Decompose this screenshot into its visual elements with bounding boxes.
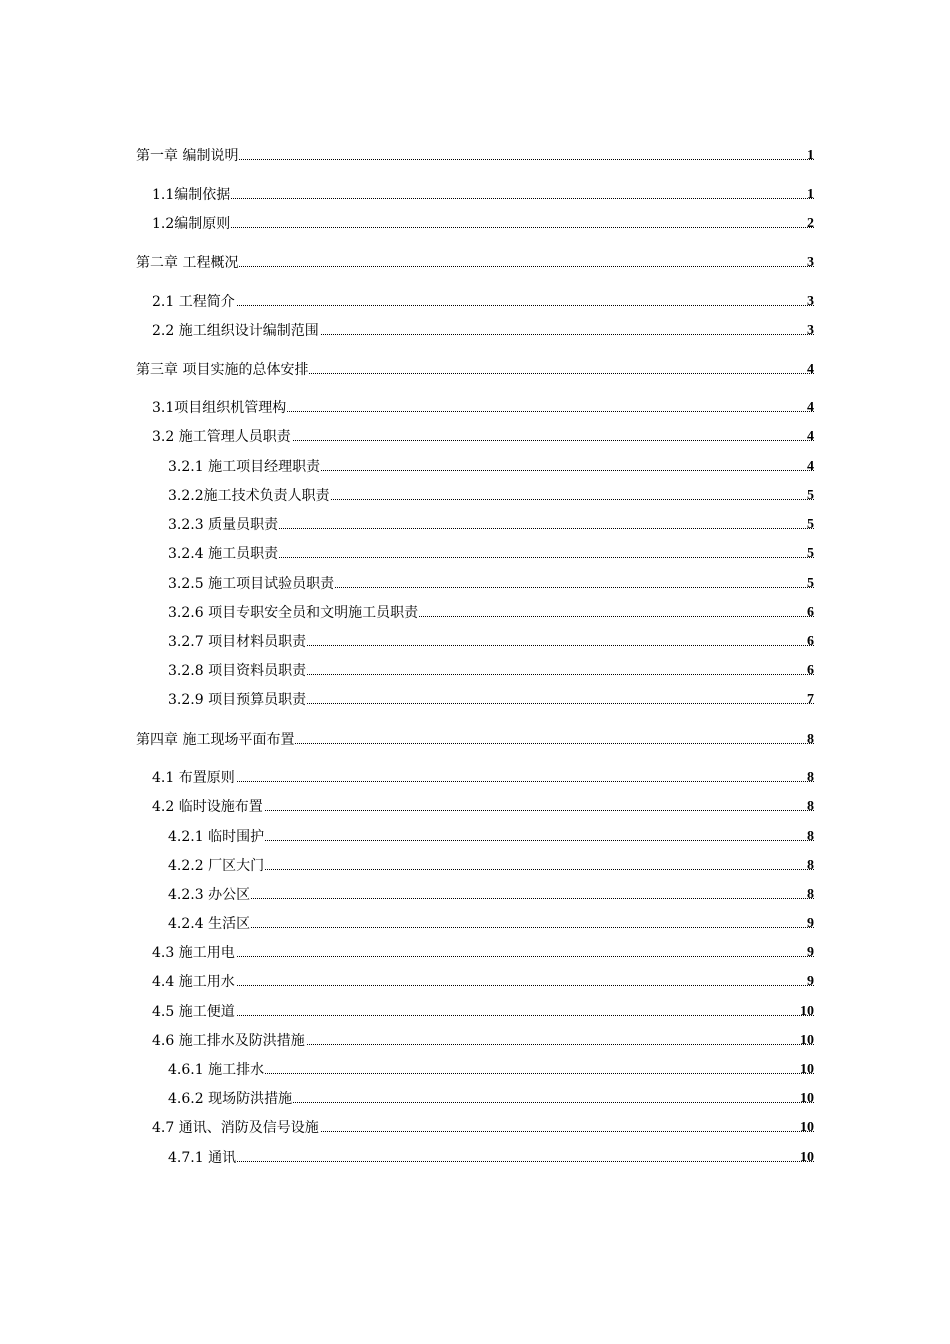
- toc-entry-title: 4.2.4 生活区: [168, 916, 251, 932]
- toc-entry-title: 4.4 施工用水: [152, 974, 235, 990]
- toc-entry-page-number: 6: [807, 663, 814, 678]
- toc-leader-dots: [152, 305, 814, 306]
- toc-leader-dots: [152, 956, 814, 957]
- toc-entry-page-number: 3: [807, 255, 814, 270]
- toc-entry-page-number: 3: [807, 323, 814, 338]
- toc-leader-dots: [152, 1015, 814, 1016]
- toc-entry-page-number: 10: [800, 1062, 814, 1077]
- toc-entry-page-number: 8: [807, 858, 814, 873]
- toc-entry-title: 3.2.3 质量员职责: [168, 517, 279, 533]
- toc-entry-title: 第一章 编制说明: [136, 148, 239, 164]
- toc-entry-title: 3.1项目组织机管理构: [152, 400, 287, 416]
- toc-entry[interactable]: [0, 427, 950, 447]
- toc-entry[interactable]: [0, 321, 950, 341]
- toc-entry-title: 4.7 通讯、消防及信号设施: [152, 1120, 319, 1136]
- toc-entry-title: 3.2.9 项目预算员职责: [168, 692, 307, 708]
- toc-entry-page-number: 8: [807, 829, 814, 844]
- toc-entry[interactable]: [0, 574, 950, 594]
- toc-entry[interactable]: [0, 515, 950, 535]
- toc-entry-page-number: 5: [807, 546, 814, 561]
- toc-entry-page-number: 9: [807, 974, 814, 989]
- toc-entry-page-number: 10: [800, 1004, 814, 1019]
- toc-entry[interactable]: [0, 632, 950, 652]
- toc-entry[interactable]: [0, 914, 950, 934]
- toc-entry-title: 4.2.2 厂区大门: [168, 858, 265, 874]
- toc-entry[interactable]: [0, 398, 950, 418]
- toc-entry[interactable]: [0, 768, 950, 788]
- toc-entry-title: 1.2编制原则: [152, 216, 231, 232]
- toc-entry[interactable]: [0, 360, 950, 380]
- toc-leader-dots: [168, 898, 814, 899]
- toc-entry[interactable]: [0, 292, 950, 312]
- toc-entry-page-number: 7: [807, 692, 814, 707]
- toc-entry[interactable]: [0, 603, 950, 623]
- toc-entry-page-number: 5: [807, 517, 814, 532]
- toc-entry-title: 3.2.7 项目材料员职责: [168, 634, 307, 650]
- toc-entry[interactable]: [0, 185, 950, 205]
- toc-entry[interactable]: [0, 1031, 950, 1051]
- toc-entry-title: 3.2.8 项目资料员职责: [168, 663, 307, 679]
- toc-entry-title: 第四章 施工现场平面布置: [136, 732, 295, 748]
- toc-leader-dots: [152, 227, 814, 228]
- toc-leader-dots: [152, 781, 814, 782]
- toc-entry-title: 4.6.1 施工排水: [168, 1062, 265, 1078]
- toc-entry-page-number: 5: [807, 576, 814, 591]
- toc-entry[interactable]: [0, 1148, 950, 1168]
- toc-entry-title: 3.2.1 施工项目经理职责: [168, 459, 321, 475]
- toc-entry-page-number: 10: [800, 1033, 814, 1048]
- toc-entry[interactable]: [0, 827, 950, 847]
- toc-entry-page-number: 9: [807, 916, 814, 931]
- toc-entry-page-number: 6: [807, 634, 814, 649]
- toc-entry[interactable]: [0, 146, 950, 166]
- toc-entry-title: 3.2.2施工技术负责人职责: [168, 488, 330, 504]
- toc-entry[interactable]: [0, 885, 950, 905]
- toc-entry-title: 4.2.3 办公区: [168, 887, 251, 903]
- toc-entry-title: 3.2.5 施工项目试验员职责: [168, 576, 335, 592]
- toc-entry-page-number: 4: [807, 400, 814, 415]
- toc-entry-title: 2.2 施工组织设计编制范围: [152, 323, 319, 339]
- toc-entry-title: 4.3 施工用电: [152, 945, 235, 961]
- toc-entry-page-number: 4: [807, 429, 814, 444]
- toc-entry[interactable]: [0, 214, 950, 234]
- toc-leader-dots: [152, 198, 814, 199]
- toc-entry[interactable]: [0, 972, 950, 992]
- toc-entry-title: 4.2.1 临时围护: [168, 829, 265, 845]
- toc-entry-title: 4.6 施工排水及防洪措施: [152, 1033, 305, 1049]
- toc-entry[interactable]: [0, 1060, 950, 1080]
- toc-entry-page-number: 3: [807, 294, 814, 309]
- toc-entry[interactable]: [0, 544, 950, 564]
- toc-entry-title: 4.1 布置原则: [152, 770, 235, 786]
- toc-entry[interactable]: [0, 661, 950, 681]
- toc-entry-page-number: 10: [800, 1091, 814, 1106]
- toc-entry[interactable]: [0, 856, 950, 876]
- toc-entry-title: 2.1 工程简介: [152, 294, 235, 310]
- toc-entry[interactable]: [0, 943, 950, 963]
- toc-entry-title: 3.2 施工管理人员职责: [152, 429, 291, 445]
- toc-entry[interactable]: [0, 457, 950, 477]
- toc-entry[interactable]: [0, 690, 950, 710]
- toc-entry-title: 4.7.1 通讯: [168, 1150, 237, 1166]
- toc-entry[interactable]: [0, 253, 950, 273]
- toc-entry[interactable]: [0, 1002, 950, 1022]
- toc-entry-page-number: 1: [807, 148, 814, 163]
- toc-entry-page-number: 10: [800, 1150, 814, 1165]
- toc-entry-title: 1.1编制依据: [152, 187, 231, 203]
- toc-entry[interactable]: [0, 797, 950, 817]
- toc-entry-page-number: 4: [807, 362, 814, 377]
- toc-entry-title: 3.2.4 施工员职责: [168, 546, 279, 562]
- toc-leader-dots: [168, 1161, 814, 1162]
- toc-entry-page-number: 8: [807, 770, 814, 785]
- toc-entry[interactable]: [0, 1089, 950, 1109]
- toc-entry[interactable]: [0, 1118, 950, 1138]
- toc-entry-title: 4.6.2 现场防洪措施: [168, 1091, 293, 1107]
- toc-entry-page-number: 8: [807, 732, 814, 747]
- toc-entry-page-number: 2: [807, 216, 814, 231]
- toc-leader-dots: [168, 927, 814, 928]
- toc-entry-page-number: 8: [807, 799, 814, 814]
- toc-entry[interactable]: [0, 486, 950, 506]
- toc-entry-page-number: 6: [807, 605, 814, 620]
- toc-entry-title: 3.2.6 项目专职安全员和文明施工员职责: [168, 605, 419, 621]
- toc-entry-page-number: 8: [807, 887, 814, 902]
- toc-entry-page-number: 4: [807, 459, 814, 474]
- toc-entry-title: 4.2 临时设施布置: [152, 799, 263, 815]
- toc-entry-page-number: 1: [807, 187, 814, 202]
- toc-entry-page-number: 5: [807, 488, 814, 503]
- toc-entry[interactable]: [0, 730, 950, 750]
- toc-entry-title: 第二章 工程概况: [136, 255, 239, 271]
- toc-entry-page-number: 9: [807, 945, 814, 960]
- toc-entry-title: 第三章 项目实施的总体安排: [136, 362, 309, 378]
- toc-entry-page-number: 10: [800, 1120, 814, 1135]
- toc-leader-dots: [152, 985, 814, 986]
- toc-entry-title: 4.5 施工便道: [152, 1004, 235, 1020]
